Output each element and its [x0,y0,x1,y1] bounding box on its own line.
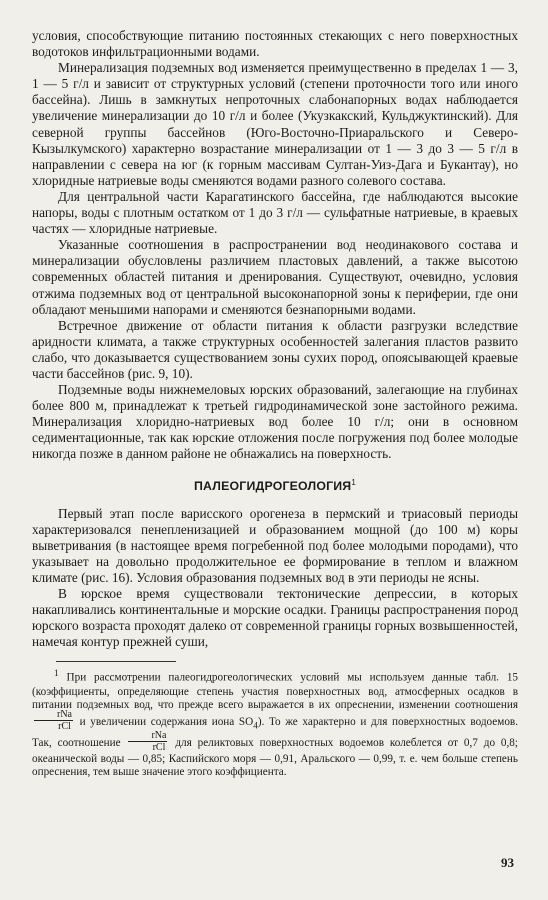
footnote-text: и увеличении содержания иона SO [79,716,254,729]
paragraph: В юрское время существовали тектонические депрессии, в которых накапливались континентальные и морские осадки. Границы распространения пород юрского возраста проходят далеко от современной границы горных возвышенностей, намечая контур прежней суши, [32,586,518,650]
paragraph: условия, способствующие питанию постоянных стекающих с него поверхностных водотоков инфильтрационными водами. [32,28,518,60]
ratio-fraction [128,730,167,753]
paragraph: Для центральной части Карагатинского бассейна, где наблюдаются высокие напоры, воды с плотным остатком от 1 до 3 г/л — сульфатные натриевые, в краевых частях — хлоридные натриевые. [32,188,518,237]
footnote-divider [56,661,176,662]
paragraph: Встречное движение от области питания к области разгрузки вследствие аридности климата, а также структурных особенностей залегания пластов развито слабо, что доказывается существованием зоны сухих пород, опоясывающей краевые части бассейнов (рис. 9, 10). [32,317,518,381]
footnote-mark: 1 [54,669,59,680]
fraction-denominator: rCl [152,741,166,753]
paragraph: Минерализация подземных вод изменяется преимущественно в пределах 1 — 3, 1 — 5 г/л и зависит от структурных условий (степени проточности того или иного бассейна). Лишь в замкнутых непроточных слабонапорных водах наблюдается увеличение минерализации до 10 г/л и более (Укузкакский, Кульджуктинский). Для северной группы бассейнов (Юго-Восточно-Приаральского и Северо-Кызылкумского) характерно возрастание минерализации от 1 — 3 до 3 — 5 г/л в направлении с севера на юг (к горным массивам Султан-Уиз-Дага и Букантау), но хлоридные натриевые воды сменяются водами разного солевого состава. [32,60,518,188]
body-text-top [32,28,518,463]
footnote-text: для реликтовых поверхностных водоемов колеблется от 0,7 до 0,8; океанической воды — 0,85; Каспийского моря — 0,91, Аральского — 0,99, т. е. чем больше степень опреснения, тем выше значение этого коэффициента. [32,736,518,779]
paragraph: Указанные соотношения в распространении вод неодинакового состава и минерализации обусловлены различием пластовых давлений, а также высотою современных областей питания и дренирования. Существуют, очевидно, условия отжима подземных вод от центральной высоконапорной зоны к периферии, где они обладают меньшими напорами и сменяются безнапорными водами. [32,237,518,317]
subscript: 4 [253,721,258,732]
section-heading [32,478,518,493]
paragraph: Первый этап после варисского орогенеза в пермский и триасовый периоды характеризовался пенепленизацией и образованием мощной (до 100 м) коры выветривания (в настоящее время погребенной под более молодыми породами), что указывает на довольно продолжительное ее формирование в теплом и влажном климате (рис. 16). Условия образования подземных вод в эти периоды не ясны. [32,505,518,585]
page-number: 93 [501,855,514,870]
body-text-bottom [32,506,518,651]
footnote-text: ). То же характерно и для поверхностных водоемов. Так, соотношение [32,716,519,749]
fraction-denominator: rCl [58,720,71,732]
footnote [32,668,518,780]
ratio-fraction [34,709,73,732]
footnote-text: При рассмотрении палеогидрогеологических условий мы используем данные табл. 15 (коэффициенты, определяющие степень участия поверхностных вод, атмосферных осадков в питании подземных вод, что прежде всего выражается в их опреснении, изменении соотношения [32,672,519,712]
section-heading-text: ПАЛЕОГИДРОГЕОЛОГИЯ [194,478,352,493]
paragraph: Подземные воды нижнемеловых юрских образований, залегающие на глубинах более 800 м, принадлежат к третьей гидродинамической зоне застойного режима. Минерализация хлоридно-натриевых вод более 10 г/л; они в основном седиментационные, так как юрские отложения после погружения под более молодые никогда позже в данном районе не обнажались на поверхность. [32,382,518,462]
footnote-ref: 1 [351,477,356,487]
fraction-numerator: rNa [34,709,73,721]
fraction-numerator: rNa [128,730,167,742]
